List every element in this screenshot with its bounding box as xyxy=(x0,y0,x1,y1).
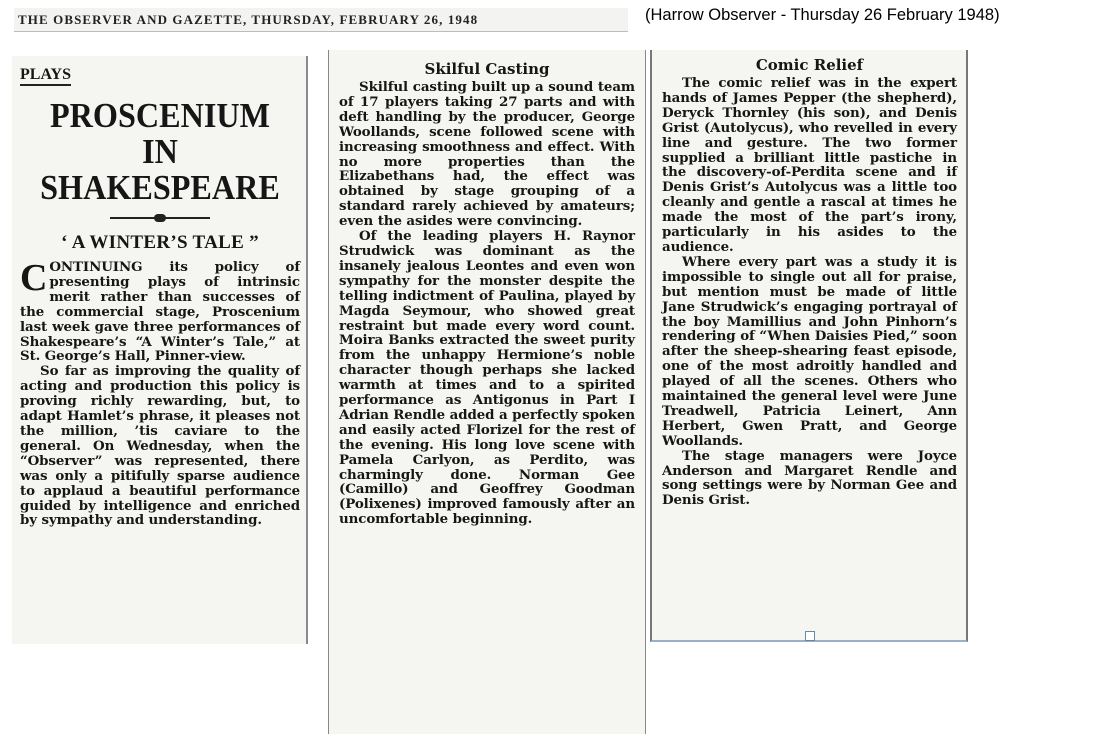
resize-handle[interactable] xyxy=(805,631,815,641)
headline-line-2: SHAKESPEARE xyxy=(40,168,280,207)
source-caption: (Harrow Observer - Thursday 26 February 1948) xyxy=(645,6,1000,24)
paragraph-intro xyxy=(20,257,300,365)
drop-cap: C xyxy=(20,257,48,299)
section-label: PLAYS xyxy=(20,66,71,86)
paragraph-2: So far as improving the quality of acting and production this policy is proving richly rewarding, but, to adapt Hamlet’s phrase, it pleases not the million, ’tis caviare to the general. On Wednesday, when the “Observer” was represented, there was only a pitifully sparse audience to applaud a beautiful performance guided by intelligence and enriched by sympathy and understanding. xyxy=(20,363,300,529)
clipping-column-1 xyxy=(12,56,308,644)
clipping-column-2 xyxy=(328,50,646,734)
clipping-column-3 xyxy=(650,50,968,642)
paragraph-intro-text: ONTINUING its policy of presenting plays of intrinsic merit rather than successes of the commercial stage, Proscenium last week gave three performances of Shakespeare’s “A Winter’s Tale,” at St. George’s Hall, Pinner-view. xyxy=(20,259,300,365)
headline xyxy=(31,98,289,206)
paragraph-comic: The comic relief was in the expert hands of James Pepper (the shepherd), Deryck Thornley (his son), and Denis Grist (Autolycus), who revelled in every line and gesture. The two former supplied a brilliant little pastiche in the discovery-of-Perdita scene and if Denis Grist’s Autolycus was a little too cleanly and gentle a rascal at times he made the most of the part’s irony, particularly in his asides to the audience. xyxy=(662,75,957,255)
paragraph-praise: Where every part was a study it is impossible to single out all for praise, but mention must be made of little Jane Strudwick’s engaging portrayal of the boy Mamillius and John Pinhorn’s rendering of “When Daisies Pied,” soon after the sheep-shearing feast episode, one of the most adroitly handled and played of all the scenes. Others who maintained the general level were June Treadwell, Patricia Leinert, Ann Herbert, Gwen Pratt, and George Woollands. xyxy=(662,253,957,449)
paragraph-casting: Skilful casting built up a sound team of 17 players taking 27 parts and with deft handling by the producer, George Woollands, scene followed scene with increasing smoothness and effect. With no more properties than the Elizabethans had, the effect was obtained by stage grouping of a standard rarely achieved by amateurs; even the asides were convincing. xyxy=(339,79,635,230)
paragraph-leading-players: Of the leading players H. Raynor Strudwick was dominant as the insanely jealous Leontes and even won sympathy for the monster despite the telling indictment of Paulina, played by Magda Seymour, who showed great restraint but made every word count. Moira Banks extracted the sweet purity from the unhappy Hermione’s noble character though perhaps she lacked warmth at times and to a spirited performance as Antigonus in Part I Adrian Rendle added a perfectly spoken and easily acted Florizel for the rest of the evening. His long love scene with Pamela Carlyon, as Perdito, was charmingly done. Norman Gee (Camillo) and Geoffrey Goodman (Polixenes) improved famously after an uncomfortable beginning. xyxy=(339,228,635,528)
paragraph-stage-managers: The stage managers were Joyce Anderson and Margaret Rendle and song settings were by Norman Gee and Denis Grist. xyxy=(662,447,957,509)
headline-line-1: PROSCENIUM IN xyxy=(49,96,271,171)
subhead-skilful-casting: Skilful Casting xyxy=(424,60,550,78)
newspaper-masthead: THE OBSERVER AND GAZETTE, THURSDAY, FEBRUARY 26, 1948 xyxy=(14,8,628,32)
ornamental-rule xyxy=(110,214,210,222)
subheadline: ‘ A WINTER’S TALE ” xyxy=(61,232,259,253)
subhead-comic-relief: Comic Relief xyxy=(755,56,864,74)
